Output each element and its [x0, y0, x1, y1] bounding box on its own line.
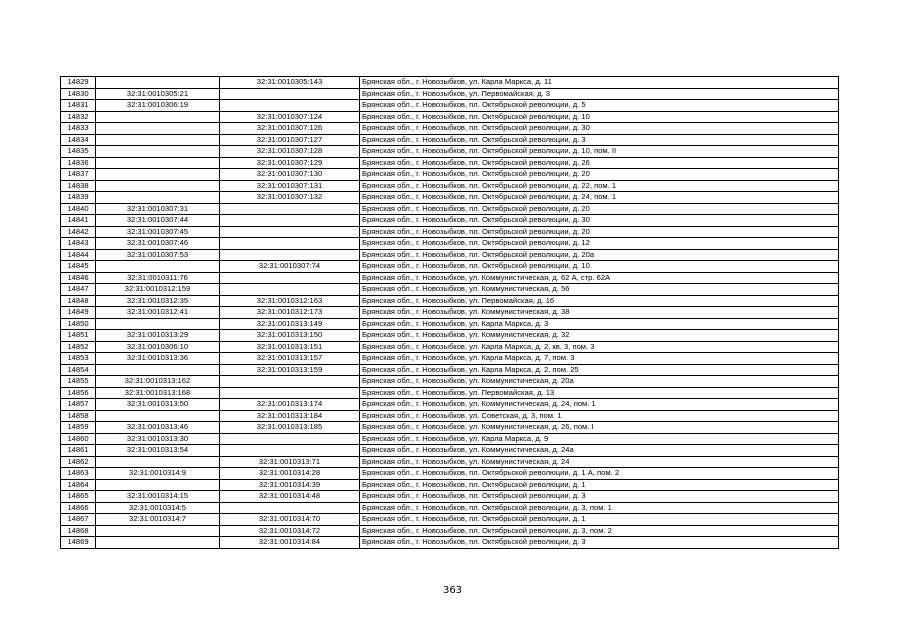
address-cell: Брянская обл., г. Новозыбков, ул. Карла Маркса, д. 11	[360, 77, 839, 89]
row-number-cell: 14849	[61, 307, 96, 319]
building-cadastral-number-cell: 32:31:0010307:131	[220, 180, 360, 192]
land-cadastral-number-cell: 32:31:0010307:45	[96, 226, 220, 238]
address-cell: Брянская обл., г. Новозыбков, ул. Карла Маркса, д. 2, пом. 25	[360, 364, 839, 376]
table-row	[61, 157, 839, 169]
address-cell: Брянская обл., г. Новозыбков, пл. Октябрьской революции, д. 3	[360, 491, 839, 503]
row-number-cell: 14850	[61, 318, 96, 330]
land-cadastral-number-cell	[96, 146, 220, 158]
table-row	[61, 169, 839, 181]
table-row	[61, 399, 839, 411]
table-row	[61, 238, 839, 250]
building-cadastral-number-cell: 32:31:0010313:157	[220, 353, 360, 365]
building-cadastral-number-cell	[220, 238, 360, 250]
building-cadastral-number-cell: 32:31:0010307:128	[220, 146, 360, 158]
address-cell: Брянская обл., г. Новозыбков, ул. Советская, д. 3, пом. 1	[360, 410, 839, 422]
row-number-cell: 14861	[61, 445, 96, 457]
land-cadastral-number-cell	[96, 169, 220, 181]
building-cadastral-number-cell: 32:31:0010313:185	[220, 422, 360, 434]
land-cadastral-number-cell	[96, 123, 220, 135]
land-cadastral-number-cell	[96, 192, 220, 204]
land-cadastral-number-cell	[96, 479, 220, 491]
table-row	[61, 318, 839, 330]
land-cadastral-number-cell	[96, 134, 220, 146]
building-cadastral-number-cell: 32:31:0010313:149	[220, 318, 360, 330]
address-cell: Брянская обл., г. Новозыбков, пл. Октябрьской революции, д. 12	[360, 238, 839, 250]
land-cadastral-number-cell: 32:31:0010305:21	[96, 88, 220, 100]
table-row	[61, 514, 839, 526]
building-cadastral-number-cell: 32:31:0010314:48	[220, 491, 360, 503]
table-row	[61, 364, 839, 376]
address-cell: Брянская обл., г. Новозыбков, ул. Первомайская, д. 13	[360, 387, 839, 399]
address-cell: Брянская обл., г. Новозыбков, пл. Октябрьской революции, д. 3, пом. 1	[360, 502, 839, 514]
land-cadastral-number-cell: 32:31:0010306:10	[96, 341, 220, 353]
address-cell: Брянская обл., г. Новозыбков, пл. Октябрьской революции, д. 20	[360, 169, 839, 181]
address-cell: Брянская обл., г. Новозыбков, пл. Октябрьской революции, д. 1 А, пом. 2	[360, 468, 839, 480]
building-cadastral-number-cell: 32:31:0010313:71	[220, 456, 360, 468]
building-cadastral-number-cell: 32:31:0010314:84	[220, 537, 360, 549]
table-row	[61, 422, 839, 434]
row-number-cell: 14854	[61, 364, 96, 376]
building-cadastral-number-cell	[220, 88, 360, 100]
row-number-cell: 14867	[61, 514, 96, 526]
land-cadastral-number-cell: 32:31:0010313:46	[96, 422, 220, 434]
address-cell: Брянская обл., г. Новозыбков, ул. Карла Маркса, д. 7, пом. 3	[360, 353, 839, 365]
row-number-cell: 14851	[61, 330, 96, 342]
row-number-cell: 14833	[61, 123, 96, 135]
table-row	[61, 295, 839, 307]
land-cadastral-number-cell: 32:31:0010312:35	[96, 295, 220, 307]
address-cell: Брянская обл., г. Новозыбков, пл. Октябрьской революции, д. 22, пом. 1	[360, 180, 839, 192]
table-row	[61, 341, 839, 353]
row-number-cell: 14855	[61, 376, 96, 388]
table-row	[61, 433, 839, 445]
table-row	[61, 192, 839, 204]
building-cadastral-number-cell: 32:31:0010312:173	[220, 307, 360, 319]
building-cadastral-number-cell	[220, 249, 360, 261]
building-cadastral-number-cell: 32:31:0010314:39	[220, 479, 360, 491]
building-cadastral-number-cell: 32:31:0010307:74	[220, 261, 360, 273]
land-cadastral-number-cell: 32:31:0010307:44	[96, 215, 220, 227]
row-number-cell: 14864	[61, 479, 96, 491]
table-row	[61, 456, 839, 468]
land-cadastral-number-cell	[96, 318, 220, 330]
building-cadastral-number-cell: 32:31:0010313:174	[220, 399, 360, 411]
address-cell: Брянская обл., г. Новозыбков, пл. Октябрьской революции, д. 30	[360, 215, 839, 227]
address-cell: Брянская обл., г. Новозыбков, пл. Октябрьской революции, д. 3, пом. 2	[360, 525, 839, 537]
table-row	[61, 272, 839, 284]
building-cadastral-number-cell	[220, 387, 360, 399]
address-cell: Брянская обл., г. Новозыбков, пл. Октябрьской революции, д. 26	[360, 157, 839, 169]
row-number-cell: 14843	[61, 238, 96, 250]
address-cell: Брянская обл., г. Новозыбков, пл. Октябрьской революции, д. 3	[360, 537, 839, 549]
land-cadastral-number-cell: 32:31:0010313:29	[96, 330, 220, 342]
address-cell: Брянская обл., г. Новозыбков, пл. Октябрьской революции, д. 30	[360, 123, 839, 135]
building-cadastral-number-cell	[220, 100, 360, 112]
table-row	[61, 146, 839, 158]
row-number-cell: 14835	[61, 146, 96, 158]
row-number-cell: 14866	[61, 502, 96, 514]
table-body	[61, 77, 839, 549]
table-row	[61, 468, 839, 480]
address-cell: Брянская обл., г. Новозыбков, ул. Коммунистическая, д. 38	[360, 307, 839, 319]
building-cadastral-number-cell: 32:31:0010313:184	[220, 410, 360, 422]
address-cell: Брянская обл., г. Новозыбков, ул. Коммунистическая, д. 24, пом. 1	[360, 399, 839, 411]
building-cadastral-number-cell: 32:31:0010313:151	[220, 341, 360, 353]
address-cell: Брянская обл., г. Новозыбков, ул. Коммунистическая, д. 32	[360, 330, 839, 342]
land-cadastral-number-cell: 32:31:0010307:53	[96, 249, 220, 261]
land-cadastral-number-cell	[96, 525, 220, 537]
row-number-cell: 14858	[61, 410, 96, 422]
table-row	[61, 410, 839, 422]
land-cadastral-number-cell	[96, 537, 220, 549]
row-number-cell: 14859	[61, 422, 96, 434]
land-cadastral-number-cell: 32:31:0010311:76	[96, 272, 220, 284]
table-row	[61, 203, 839, 215]
table-row	[61, 134, 839, 146]
building-cadastral-number-cell	[220, 445, 360, 457]
table-row	[61, 525, 839, 537]
land-cadastral-number-cell: 32:31:0010314:7	[96, 514, 220, 526]
land-cadastral-number-cell	[96, 180, 220, 192]
land-cadastral-number-cell	[96, 77, 220, 89]
building-cadastral-number-cell: 32:31:0010314:72	[220, 525, 360, 537]
land-cadastral-number-cell: 32:31:0010307:31	[96, 203, 220, 215]
building-cadastral-number-cell: 32:31:0010307:124	[220, 111, 360, 123]
table-row	[61, 261, 839, 273]
row-number-cell: 14865	[61, 491, 96, 503]
address-cell: Брянская обл., г. Новозыбков, ул. Карла Маркса, д. 2, кв. 3, пом. 3	[360, 341, 839, 353]
address-cell: Брянская обл., г. Новозыбков, ул. Первомайская, д. 3	[360, 88, 839, 100]
building-cadastral-number-cell: 32:31:0010307:127	[220, 134, 360, 146]
address-cell: Брянская обл., г. Новозыбков, пл. Октябрьской революции, д. 10	[360, 111, 839, 123]
land-cadastral-number-cell: 32:31:0010314:5	[96, 502, 220, 514]
property-registry-table	[60, 76, 839, 549]
row-number-cell: 14842	[61, 226, 96, 238]
row-number-cell: 14831	[61, 100, 96, 112]
row-number-cell: 14869	[61, 537, 96, 549]
table-row	[61, 502, 839, 514]
row-number-cell: 14857	[61, 399, 96, 411]
table-row	[61, 491, 839, 503]
building-cadastral-number-cell: 32:31:0010314:28	[220, 468, 360, 480]
row-number-cell: 14838	[61, 180, 96, 192]
table-row	[61, 387, 839, 399]
table-row	[61, 111, 839, 123]
land-cadastral-number-cell	[96, 157, 220, 169]
address-cell: Брянская обл., г. Новозыбков, ул. Карла Маркса, д. 3	[360, 318, 839, 330]
row-number-cell: 14852	[61, 341, 96, 353]
row-number-cell: 14863	[61, 468, 96, 480]
building-cadastral-number-cell: 32:31:0010314:70	[220, 514, 360, 526]
building-cadastral-number-cell	[220, 226, 360, 238]
table-row	[61, 180, 839, 192]
building-cadastral-number-cell: 32:31:0010305:143	[220, 77, 360, 89]
table-row	[61, 123, 839, 135]
address-cell: Брянская обл., г. Новозыбков, ул. Коммунистическая, д. 24а	[360, 445, 839, 457]
building-cadastral-number-cell: 32:31:0010307:132	[220, 192, 360, 204]
row-number-cell: 14868	[61, 525, 96, 537]
land-cadastral-number-cell: 32:31:0010312:41	[96, 307, 220, 319]
row-number-cell: 14829	[61, 77, 96, 89]
land-cadastral-number-cell	[96, 364, 220, 376]
row-number-cell: 14841	[61, 215, 96, 227]
land-cadastral-number-cell: 32:31:0010313:168	[96, 387, 220, 399]
address-cell: Брянская обл., г. Новозыбков, пл. Октябрьской революции, д. 5	[360, 100, 839, 112]
land-cadastral-number-cell: 32:31:0010314:15	[96, 491, 220, 503]
row-number-cell: 14862	[61, 456, 96, 468]
page-number: 363	[442, 585, 463, 596]
land-cadastral-number-cell: 32:31:0010313:50	[96, 399, 220, 411]
land-cadastral-number-cell: 32:31:0010306:19	[96, 100, 220, 112]
row-number-cell: 14839	[61, 192, 96, 204]
building-cadastral-number-cell	[220, 203, 360, 215]
address-cell: Брянская обл., г. Новозыбков, пл. Октябрьской революции, д. 20а	[360, 249, 839, 261]
table-row	[61, 330, 839, 342]
table-row	[61, 77, 839, 89]
table-row	[61, 249, 839, 261]
building-cadastral-number-cell	[220, 284, 360, 296]
land-cadastral-number-cell: 32:31:0010313:30	[96, 433, 220, 445]
table-row	[61, 215, 839, 227]
land-cadastral-number-cell: 32:31:0010307:46	[96, 238, 220, 250]
row-number-cell: 14853	[61, 353, 96, 365]
building-cadastral-number-cell: 32:31:0010307:126	[220, 123, 360, 135]
address-cell: Брянская обл., г. Новозыбков, ул. Карла Маркса, д. 9	[360, 433, 839, 445]
building-cadastral-number-cell	[220, 272, 360, 284]
address-cell: Брянская обл., г. Новозыбков, пл. Октябрьской революции, д. 1	[360, 479, 839, 491]
row-number-cell: 14834	[61, 134, 96, 146]
land-cadastral-number-cell: 32:31:0010313:36	[96, 353, 220, 365]
address-cell: Брянская обл., г. Новозыбков, ул. Коммунистическая, д. 20а	[360, 376, 839, 388]
building-cadastral-number-cell	[220, 376, 360, 388]
row-number-cell: 14832	[61, 111, 96, 123]
land-cadastral-number-cell: 32:31:0010313:54	[96, 445, 220, 457]
row-number-cell: 14844	[61, 249, 96, 261]
land-cadastral-number-cell	[96, 111, 220, 123]
row-number-cell: 14848	[61, 295, 96, 307]
address-cell: Брянская обл., г. Новозыбков, ул. Коммунистическая, д. 62 А, стр. 62А	[360, 272, 839, 284]
building-cadastral-number-cell: 32:31:0010307:130	[220, 169, 360, 181]
row-number-cell: 14830	[61, 88, 96, 100]
row-number-cell: 14846	[61, 272, 96, 284]
land-cadastral-number-cell: 32:31:0010312:159	[96, 284, 220, 296]
address-cell: Брянская обл., г. Новозыбков, ул. Коммунистическая, д. 24	[360, 456, 839, 468]
building-cadastral-number-cell: 32:31:0010307:129	[220, 157, 360, 169]
address-cell: Брянская обл., г. Новозыбков, ул. Коммунистическая, д. 26, пом. I	[360, 422, 839, 434]
building-cadastral-number-cell	[220, 433, 360, 445]
row-number-cell: 14836	[61, 157, 96, 169]
address-cell: Брянская обл., г. Новозыбков, пл. Октябрьской революции, д. 3	[360, 134, 839, 146]
address-cell: Брянская обл., г. Новозыбков, пл. Октябрьской революции, д. 20	[360, 203, 839, 215]
address-cell: Брянская обл., г. Новозыбков, пл. Октябрьской революции, д. 24, пом. 1	[360, 192, 839, 204]
row-number-cell: 14860	[61, 433, 96, 445]
building-cadastral-number-cell	[220, 215, 360, 227]
land-cadastral-number-cell	[96, 410, 220, 422]
table-row	[61, 376, 839, 388]
row-number-cell: 14845	[61, 261, 96, 273]
table-row	[61, 537, 839, 549]
land-cadastral-number-cell: 32:31:0010314:9	[96, 468, 220, 480]
building-cadastral-number-cell: 32:31:0010312:163	[220, 295, 360, 307]
address-cell: Брянская обл., г. Новозыбков, ул. Первомайская, д. 16	[360, 295, 839, 307]
address-cell: Брянская обл., г. Новозыбков, пл. Октябрьской революции, д. 10	[360, 261, 839, 273]
land-cadastral-number-cell: 32:31:0010313:162	[96, 376, 220, 388]
building-cadastral-number-cell: 32:31:0010313:159	[220, 364, 360, 376]
table-row	[61, 479, 839, 491]
table-row	[61, 88, 839, 100]
table-row	[61, 307, 839, 319]
building-cadastral-number-cell: 32:31:0010313:150	[220, 330, 360, 342]
address-cell: Брянская обл., г. Новозыбков, ул. Коммунистическая, д. 56	[360, 284, 839, 296]
table-row	[61, 445, 839, 457]
row-number-cell: 14837	[61, 169, 96, 181]
row-number-cell: 14856	[61, 387, 96, 399]
land-cadastral-number-cell	[96, 456, 220, 468]
land-cadastral-number-cell	[96, 261, 220, 273]
table-row	[61, 284, 839, 296]
address-cell: Брянская обл., г. Новозыбков, пл. Октябрьской революции, д. 1	[360, 514, 839, 526]
table-row	[61, 226, 839, 238]
building-cadastral-number-cell	[220, 502, 360, 514]
address-cell: Брянская обл., г. Новозыбков, пл. Октябрьской революции, д. 10, пом. II	[360, 146, 839, 158]
row-number-cell: 14840	[61, 203, 96, 215]
table-row	[61, 353, 839, 365]
table-row	[61, 100, 839, 112]
row-number-cell: 14847	[61, 284, 96, 296]
address-cell: Брянская обл., г. Новозыбков, пл. Октябрьской революции, д. 20	[360, 226, 839, 238]
